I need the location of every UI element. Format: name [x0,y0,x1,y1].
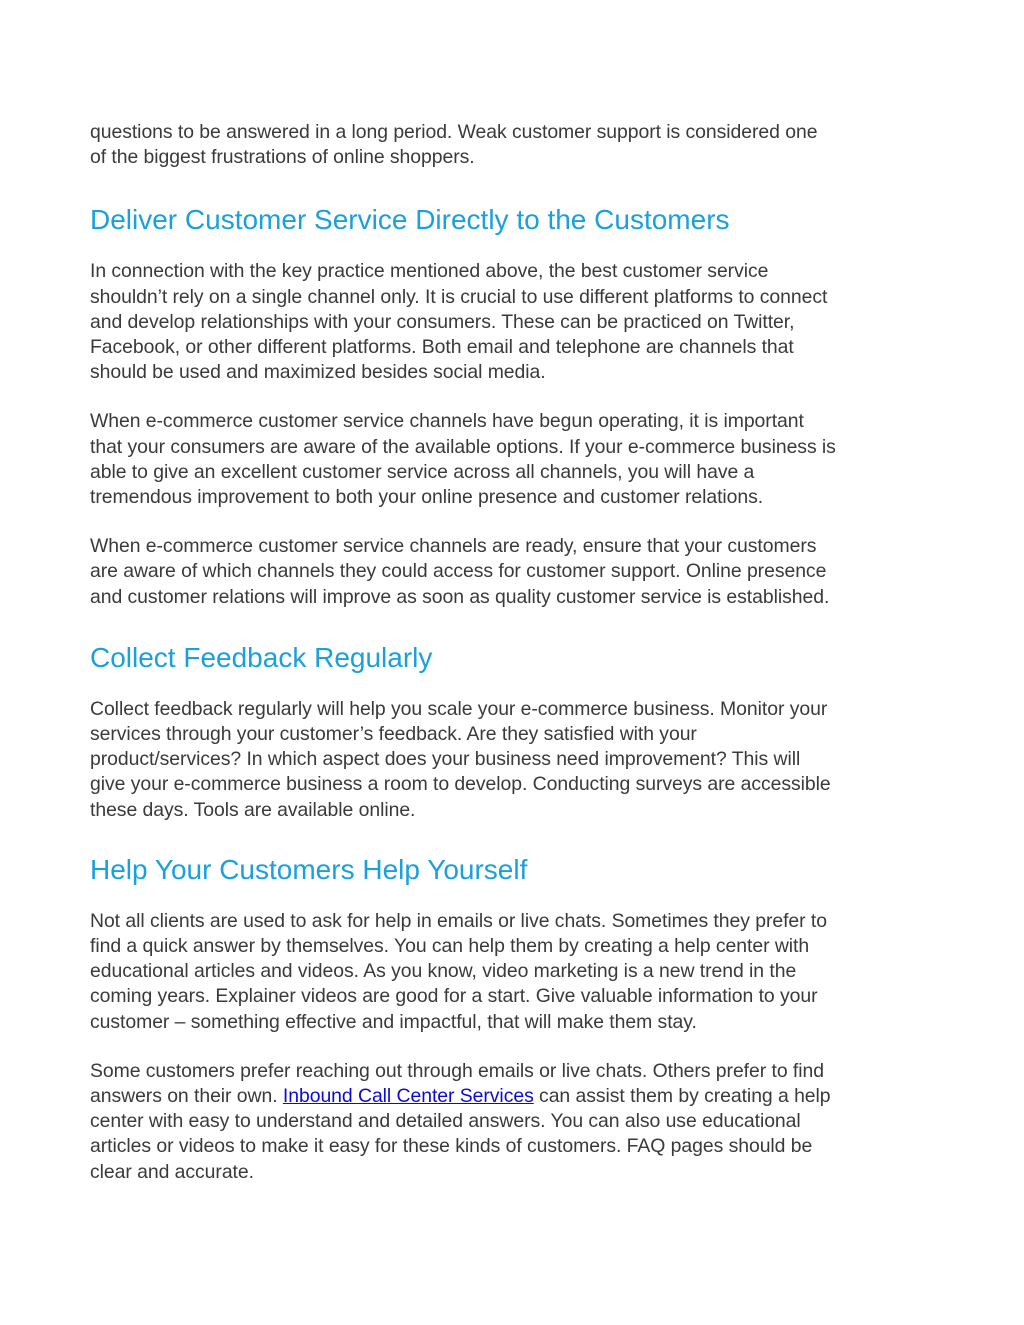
text-line: are aware of which channels they could access for customer support. Online presence [90,560,827,583]
text-line: When e-commerce customer service channels have begun operating, it is important [90,410,804,433]
text-line: Facebook, or other different platforms. Both email and telephone are channels that [90,336,794,359]
text-line: questions to be answered in a long period. Weak customer support is considered one [90,121,818,143]
text-line: give your e-commerce business a room to develop. Conducting surveys are accessible [90,773,831,796]
text-line: and develop relationships with your consumers. These can be practiced on Twitter, [90,310,795,333]
help-paragraph-1 [90,909,940,1035]
section-heading-deliver-customer-service: Deliver Customer Service Directly to the Customers [90,204,730,236]
feedback-paragraph [90,697,940,823]
deliver-paragraph-2 [90,409,940,510]
text-line: articles or videos to make it easy for these kinds of customers. FAQ pages should be [90,1135,813,1158]
text-line: and customer relations will improve as soon as quality customer service is established. [90,585,830,608]
text-line: customer – something effective and impactful, that will make them stay. [90,1010,697,1033]
text-line: educational articles and videos. As you know, video marketing is a new trend in the [90,960,797,983]
text-line: should be used and maximized besides social media. [90,361,546,384]
text-line: When e-commerce customer service channels are ready, ensure that your customers [90,535,817,558]
text-line: of the biggest frustrations of online shoppers. [90,146,475,169]
text-line: able to give an excellent customer service across all channels, you will have a [90,460,755,483]
inbound-call-center-services-link[interactable]: Inbound Call Center Services [282,1085,534,1108]
text-line: product/services? In which aspect does your business need improvement? This will [90,748,801,771]
text-line: In connection with the key practice mentioned above, the best customer service [90,260,769,283]
text-line: Not all clients are used to ask for help in emails or live chats. Sometimes they prefer to [90,909,827,932]
text-line: find a quick answer by themselves. You can help them by creating a help center with [90,935,810,958]
text-line: services through your customer’s feedback. Are they satisfied with your [90,723,697,746]
text-line-with-link [90,1084,940,1109]
deliver-paragraph-1 [90,259,940,385]
text-line: center with easy to understand and detailed answers. You can also use educational [90,1110,801,1133]
text-segment: answers on their own. [90,1085,283,1108]
help-paragraph-2 [90,1059,940,1185]
text-line: coming years. Explainer videos are good for a start. Give valuable information to your [90,985,818,1008]
document-page [90,120,940,1185]
section-heading-collect-feedback: Collect Feedback Regularly [90,641,433,673]
text-line: these days. Tools are available online. [90,798,416,821]
text-line: Collect feedback regularly will help you scale your e-commerce business. Monitor your [90,697,828,720]
intro-paragraph [90,120,940,170]
text-segment: can assist them by creating a help [533,1085,831,1108]
text-line: shouldn’t rely on a single channel only. It is crucial to use different platforms to connect [90,285,828,308]
text-line: Some customers prefer reaching out through emails or live chats. Others prefer to find [90,1059,824,1082]
text-line: clear and accurate. [90,1160,254,1183]
deliver-paragraph-3 [90,534,940,610]
section-heading-help-your-customers: Help Your Customers Help Yourself [90,853,528,885]
text-line: that your consumers are aware of the available options. If your e-commerce business is [90,435,836,458]
text-line: tremendous improvement to both your online presence and customer relations. [90,486,764,509]
